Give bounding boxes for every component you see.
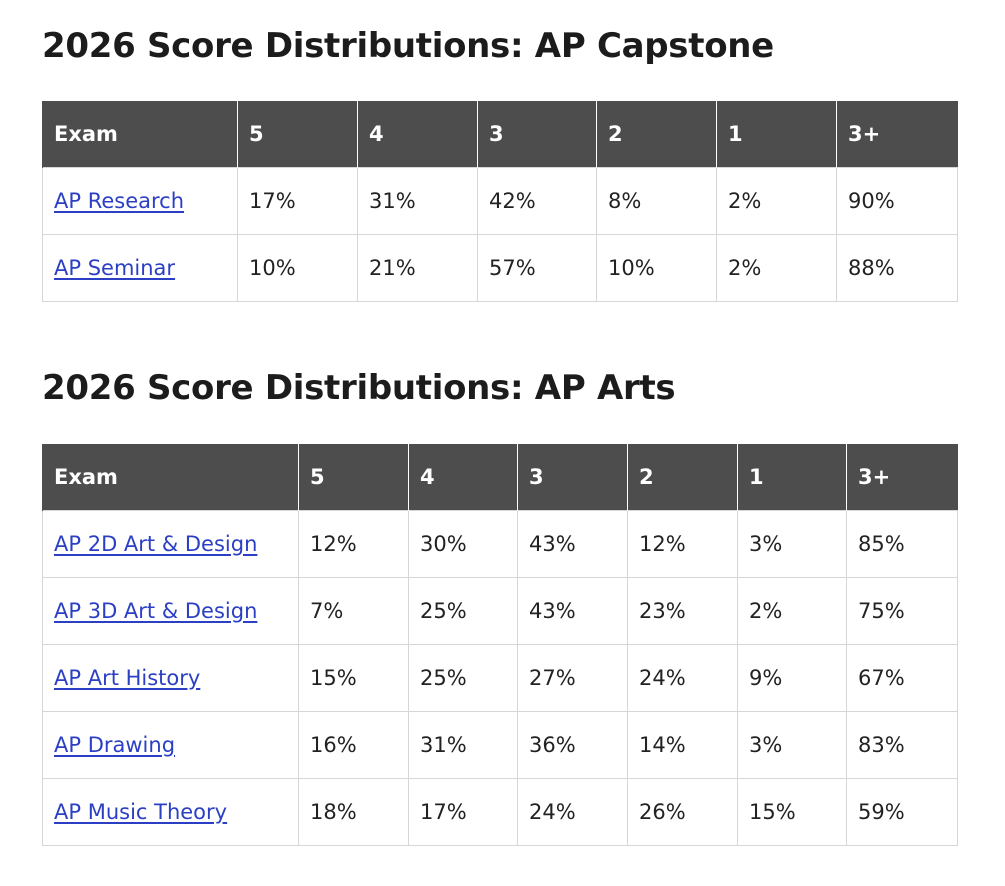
column-header-4: 4 <box>409 444 518 510</box>
score-3-plus-cell: 83% <box>847 711 958 778</box>
column-header-3-plus: 3+ <box>837 101 958 167</box>
score-5-cell: 18% <box>299 778 409 845</box>
exam-cell <box>43 234 238 301</box>
score-3-plus-cell: 75% <box>847 577 958 644</box>
score-2-cell: 8% <box>597 167 717 234</box>
exam-cell <box>43 711 299 778</box>
arts-score-table <box>42 444 958 846</box>
table-row <box>43 711 958 778</box>
score-3-cell: 36% <box>518 711 628 778</box>
score-1-cell: 2% <box>717 167 837 234</box>
column-header-3: 3 <box>518 444 628 510</box>
score-3-cell: 42% <box>478 167 597 234</box>
exam-link-ap-3d-art-design[interactable]: AP 3D Art & Design <box>54 598 258 623</box>
score-3-cell: 43% <box>518 510 628 577</box>
exam-link-ap-research[interactable]: AP Research <box>54 188 185 213</box>
exam-cell <box>43 644 299 711</box>
score-1-cell: 2% <box>738 577 847 644</box>
column-header-4: 4 <box>358 101 478 167</box>
score-3-cell: 43% <box>518 577 628 644</box>
exam-cell <box>43 510 299 577</box>
score-2-cell: 10% <box>597 234 717 301</box>
score-3-plus-cell: 67% <box>847 644 958 711</box>
score-5-cell: 10% <box>238 234 358 301</box>
score-2-cell: 23% <box>628 577 738 644</box>
exam-link-ap-2d-art-design[interactable]: AP 2D Art & Design <box>54 531 258 556</box>
exam-link-ap-music-theory[interactable]: AP Music Theory <box>54 799 228 824</box>
table-row <box>43 644 958 711</box>
column-header-1: 1 <box>717 101 837 167</box>
column-header-1: 1 <box>738 444 847 510</box>
score-4-cell: 25% <box>409 577 518 644</box>
score-5-cell: 7% <box>299 577 409 644</box>
score-5-cell: 17% <box>238 167 358 234</box>
column-header-2: 2 <box>628 444 738 510</box>
score-3-plus-cell: 59% <box>847 778 958 845</box>
score-3-cell: 27% <box>518 644 628 711</box>
table-row <box>43 510 958 577</box>
column-header-5: 5 <box>238 101 358 167</box>
table-row <box>43 778 958 845</box>
score-2-cell: 12% <box>628 510 738 577</box>
score-4-cell: 25% <box>409 644 518 711</box>
column-header-5: 5 <box>299 444 409 510</box>
score-5-cell: 15% <box>299 644 409 711</box>
score-4-cell: 17% <box>409 778 518 845</box>
arts-section-title: 2026 Score Distributions: AP Arts <box>42 368 676 408</box>
score-1-cell: 3% <box>738 510 847 577</box>
exam-cell <box>43 577 299 644</box>
score-1-cell: 2% <box>717 234 837 301</box>
score-2-cell: 24% <box>628 644 738 711</box>
score-5-cell: 12% <box>299 510 409 577</box>
score-1-cell: 3% <box>738 711 847 778</box>
table-row <box>43 234 958 301</box>
score-4-cell: 31% <box>358 167 478 234</box>
column-header-3-plus: 3+ <box>847 444 958 510</box>
score-3-plus-cell: 85% <box>847 510 958 577</box>
exam-link-ap-art-history[interactable]: AP Art History <box>54 665 201 690</box>
score-2-cell: 26% <box>628 778 738 845</box>
score-3-cell: 57% <box>478 234 597 301</box>
score-1-cell: 15% <box>738 778 847 845</box>
score-3-plus-cell: 90% <box>837 167 958 234</box>
score-4-cell: 31% <box>409 711 518 778</box>
capstone-section-title: 2026 Score Distributions: AP Capstone <box>42 26 774 66</box>
column-header-exam: Exam <box>43 444 299 510</box>
capstone-score-table <box>42 101 958 302</box>
column-header-2: 2 <box>597 101 717 167</box>
exam-cell <box>43 167 238 234</box>
score-2-cell: 14% <box>628 711 738 778</box>
column-header-exam: Exam <box>43 101 238 167</box>
table-header-row <box>43 101 958 167</box>
score-3-cell: 24% <box>518 778 628 845</box>
score-5-cell: 16% <box>299 711 409 778</box>
exam-link-ap-seminar[interactable]: AP Seminar <box>54 255 176 280</box>
table-row <box>43 167 958 234</box>
exam-cell <box>43 778 299 845</box>
score-3-plus-cell: 88% <box>837 234 958 301</box>
exam-link-ap-drawing[interactable]: AP Drawing <box>54 732 176 757</box>
column-header-3: 3 <box>478 101 597 167</box>
score-4-cell: 21% <box>358 234 478 301</box>
table-header-row <box>43 444 958 510</box>
score-1-cell: 9% <box>738 644 847 711</box>
table-row <box>43 577 958 644</box>
score-4-cell: 30% <box>409 510 518 577</box>
